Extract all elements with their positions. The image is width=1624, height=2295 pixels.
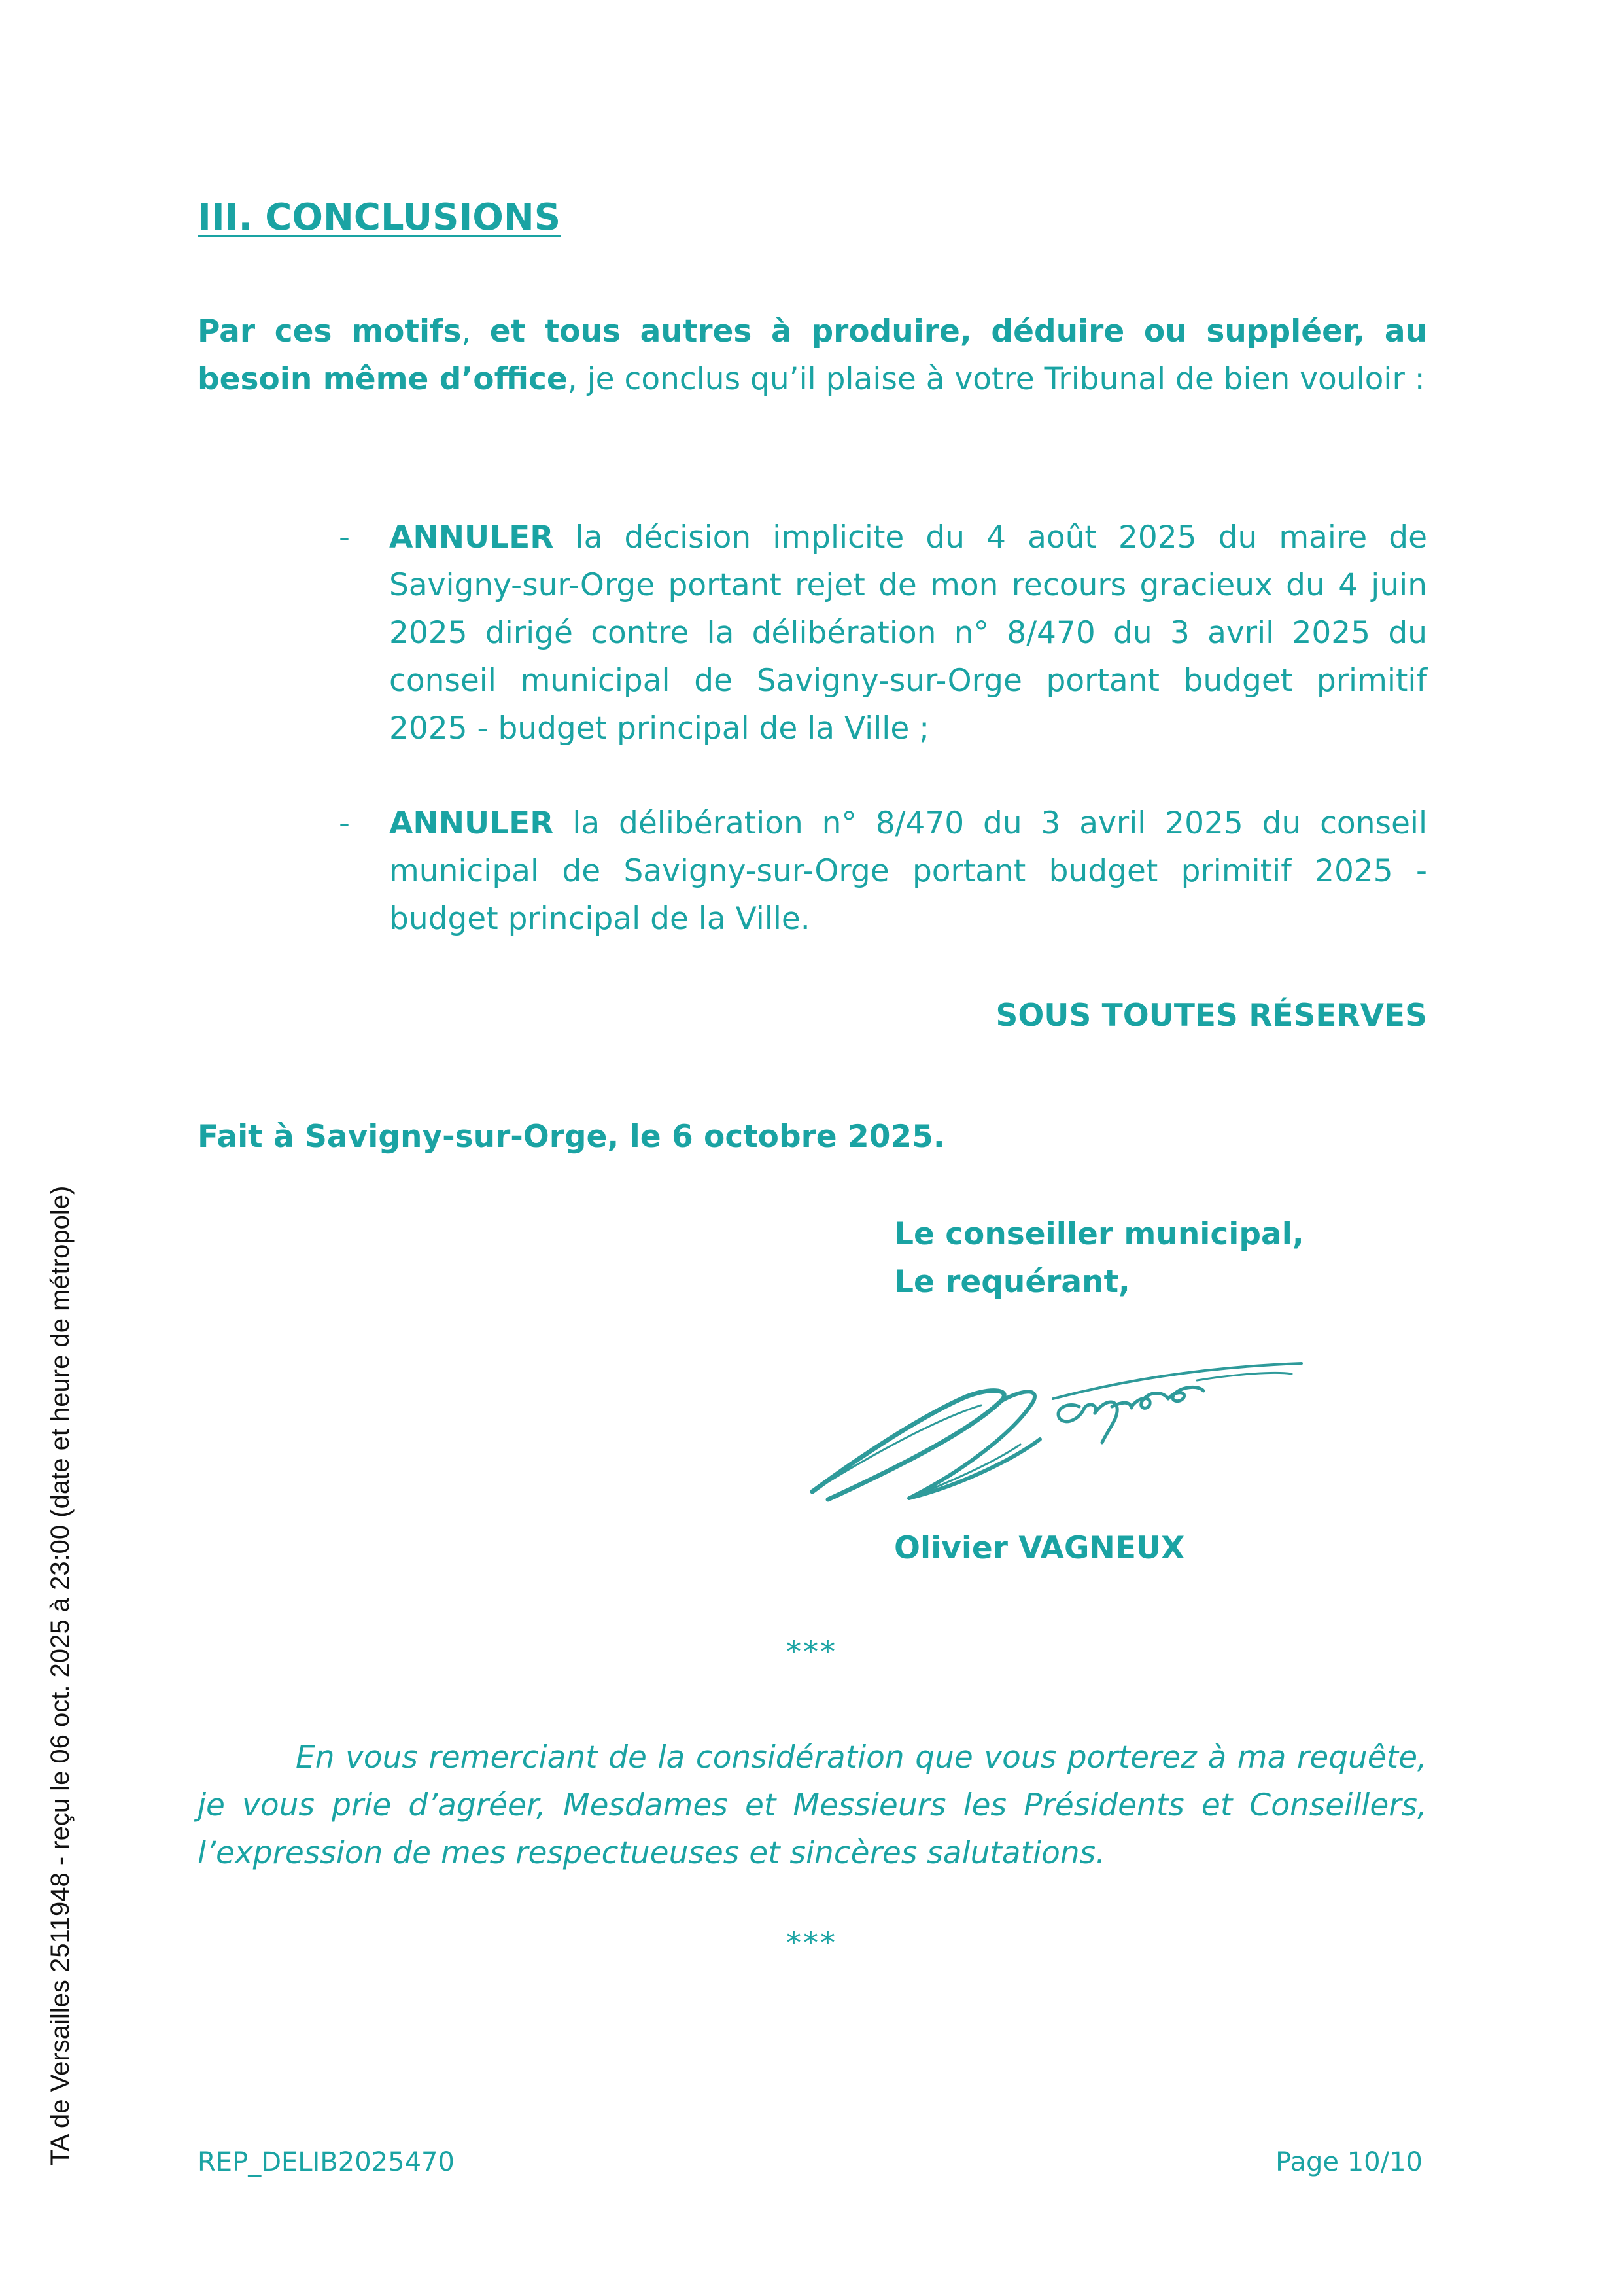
separator-stars: *** <box>786 1927 838 1960</box>
reserves-line: SOUS TOUTES RÉSERVES <box>995 998 1427 1034</box>
section-heading: III. CONCLUSIONS <box>198 196 561 239</box>
place-date: Fait à Savigny-sur-Orge, le 6 octobre 2025. <box>198 1119 945 1155</box>
intro-bold-clause: et tous autres à produire, déduire ou suppléer, au besoin même d’office <box>198 313 1427 397</box>
closing-text: En vous remerciant de la considération que vous porterez à ma requête, je vous prie d’agréer, Mesdames et Messieurs les Présidents et Conseillers, l’expression de mes respectueuses et sincères salutations. <box>198 1740 1427 1871</box>
request-verb: ANNULER <box>389 519 554 555</box>
request-verb: ANNULER <box>389 805 554 841</box>
request-text: la délibération n° 8/470 du 3 avril 2025 du conseil municipal de Savigny-sur-Orge portant budget primitif 2025 - budget principal de la Ville. <box>389 805 1427 937</box>
footer-reference: REP_DELIB2025470 <box>198 2147 455 2177</box>
bullet-marker: - <box>339 519 350 555</box>
handwritten-signature <box>804 1328 1315 1518</box>
signatory-name: Olivier VAGNEUX <box>894 1530 1185 1566</box>
intro-paragraph <box>198 307 1427 403</box>
request-item-1 <box>389 514 1427 752</box>
footer-page-number: Page 10/10 <box>1275 2147 1423 2177</box>
intro-rest: , je conclus qu’il plaise à votre Tribunal de bien vouloir : <box>567 361 1425 397</box>
request-text: la décision implicite du 4 août 2025 du maire de Savigny-sur-Orge portant rejet de mon recours gracieux du 4 juin 2025 dirigé contre la délibération n° 8/470 du 3 avril 2025 du conseil municipal de Savigny-sur-Orge portant budget primitif 2025 - budget principal de la Ville ; <box>389 519 1427 746</box>
intro-bold-motifs: Par ces motifs <box>198 313 462 349</box>
separator-stars: *** <box>786 1636 838 1669</box>
closing-paragraph <box>198 1734 1427 1877</box>
signatory-title: Le requérant, <box>894 1264 1130 1300</box>
signatory-role: Le conseiller municipal, <box>894 1216 1304 1252</box>
request-item-2 <box>389 799 1427 943</box>
bullet-marker: - <box>339 805 350 841</box>
intro-separator: , <box>461 313 490 349</box>
court-receipt-stamp: TA de Versailles 2511948 - reçu le 06 oct. 2025 à 23:00 (date et heure de métropole) <box>46 1185 75 2165</box>
